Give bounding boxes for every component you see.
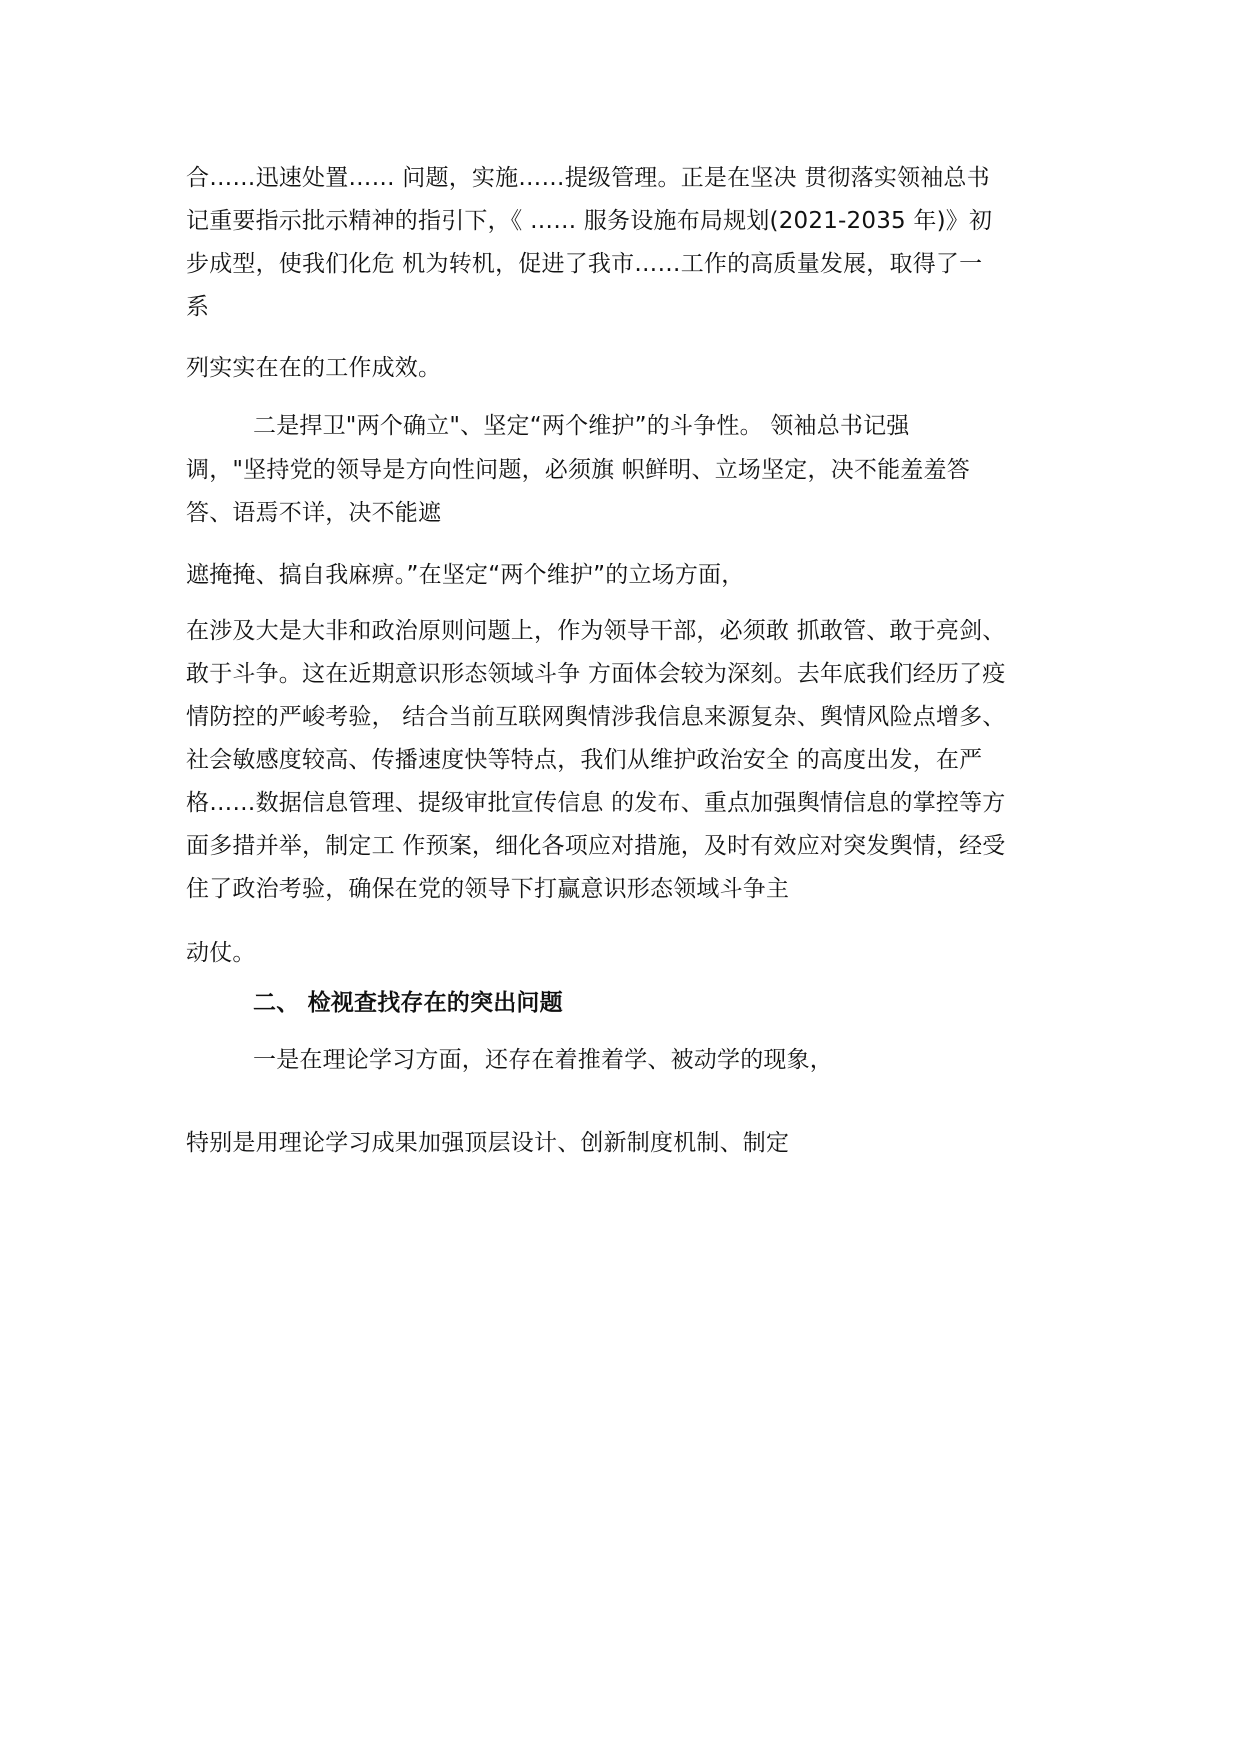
body-text-line: 步成型，使我们化危 机为转机，促进了我市……工作的高质量发展，取得了一	[186, 251, 983, 277]
body-text-line: 社会敏感度较高、传播速度快等特点，我们从维护政治安全 的高度出发，在严	[186, 747, 983, 773]
paragraph-start-line: 二是捍卫"两个确立"、坚定“两个维护”的斗争性。 领袖总书记强	[253, 413, 910, 439]
body-text-line: 敢于斗争。这在近期意识形态领域斗争 方面体会较为深刻。去年底我们经历了疫	[186, 661, 1006, 687]
body-text-line: 调，"坚持党的领导是方向性问题，必须旗 帜鲜明、立场坚定，决不能羞羞答	[186, 457, 970, 483]
body-text-line: 合……迅速处置…… 问题，实施……提级管理。正是在坚决 贯彻落实领袖总书	[186, 165, 990, 191]
body-text-line: 特别是用理论学习成果加强顶层设计、创新制度机制、制定	[186, 1130, 790, 1156]
body-text-line: 系	[186, 294, 210, 320]
body-text-line: 动仗。	[186, 940, 256, 966]
body-text-line: 记重要指示批示精神的指引下，《 …… 服务设施布局规划(2021-2035 年)》初	[186, 208, 993, 234]
body-text-line: 答、语焉不详，决不能遮	[186, 500, 442, 526]
body-text-line: 面多措并举，制定工 作预案，细化各项应对措施，及时有效应对突发舆情，经受	[186, 833, 1006, 859]
body-text-line: 住了政治考验，确保在党的领导下打赢意识形态领域斗争主	[186, 876, 790, 902]
section-heading: 二、 检视查找存在的突出问题	[253, 990, 563, 1016]
body-text-line: 列实实在在的工作成效。	[186, 355, 442, 381]
body-text-line: 遮掩掩、搞自我麻痹。”在坚定“两个维护”的立场方面，	[186, 562, 745, 588]
body-text-line: 格……数据信息管理、提级审批宣传信息 的发布、重点加强舆情信息的掌控等方	[186, 790, 1006, 816]
body-text-line: 在涉及大是大非和政治原则问题上，作为领导干部，必须敢 抓敢管、敢于亮剑、	[186, 618, 1006, 644]
body-text-line: 情防控的严峻考验， 结合当前互联网舆情涉我信息来源复杂、舆情风险点增多、	[186, 704, 1006, 730]
paragraph-start-line: 一是在理论学习方面，还存在着推着学、被动学的现象，	[253, 1047, 833, 1073]
